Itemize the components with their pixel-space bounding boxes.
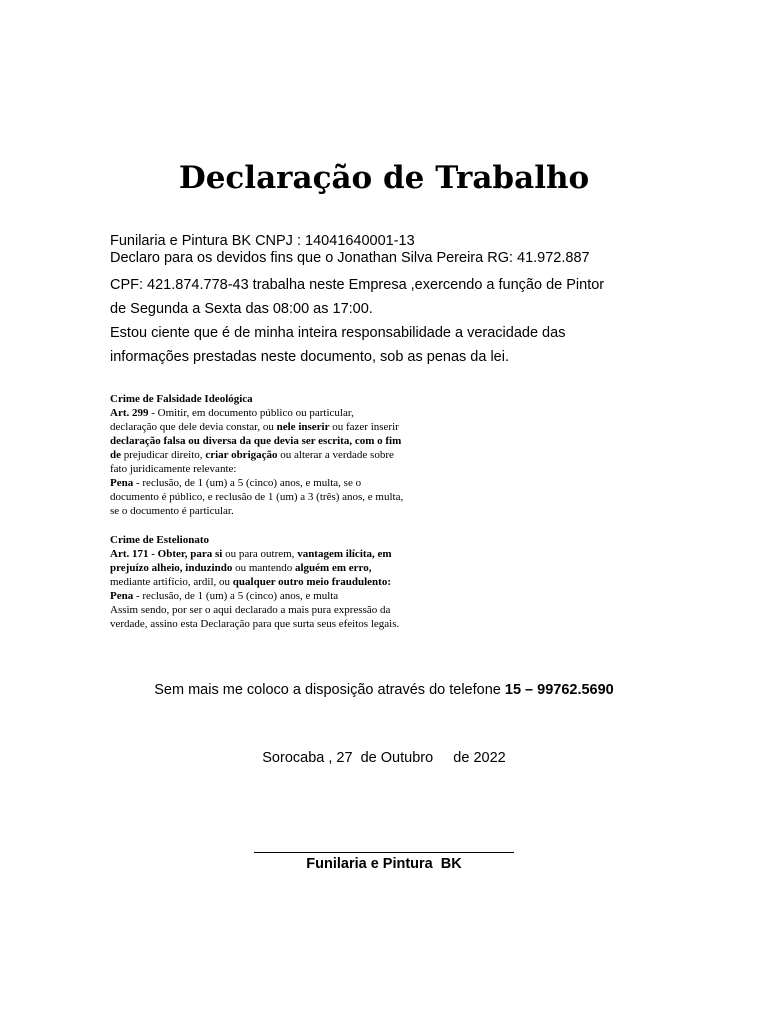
crime2-emphasis: prejuízo alheio, induzindo bbox=[110, 562, 233, 574]
crime2-text: Assim sendo, por ser o aqui declarado a mais pura expressão da bbox=[110, 604, 391, 616]
signature-line bbox=[254, 852, 514, 853]
falsidade-ideologica-section bbox=[110, 392, 460, 518]
crime2-text: ou para outrem, bbox=[222, 548, 298, 560]
crime1-text: documento é público, e reclusão de 1 (um) a 3 (três) anos, e multa, bbox=[110, 491, 404, 503]
crime1-text: declaração que dele devia constar, ou bbox=[110, 421, 277, 433]
crime2-text: verdade, assino esta Declaração para que surta seus efeitos legais. bbox=[110, 618, 400, 630]
art-171-label: Art. 171 - Obter, para si bbox=[110, 548, 223, 560]
crime2-text: ou mantendo bbox=[232, 562, 295, 574]
crime1-text: prejudicar direito, bbox=[121, 449, 206, 461]
pena-label: Pena bbox=[110, 477, 134, 489]
crime1-text: fato juridicamente relevante: bbox=[110, 463, 237, 475]
crime1-text: ou fazer inserir bbox=[329, 421, 399, 433]
pena-label: Pena bbox=[110, 590, 134, 602]
crime1-emphasis: nele inserir bbox=[276, 421, 330, 433]
crime2-emphasis: vantagem ilícita, em bbox=[297, 548, 392, 560]
company-line: Funilaria e Pintura BK CNPJ : 14041640001-13 bbox=[110, 233, 415, 249]
date-line: Sorocaba , 27 de Outubro de 2022 bbox=[262, 750, 506, 766]
crime1-emphasis: criar obrigação bbox=[205, 449, 278, 461]
crime2-text: mediante artifício, ardil, ou bbox=[110, 576, 233, 588]
crime1-text: se o documento é particular. bbox=[110, 505, 234, 517]
crime2-emphasis: alguém em erro, bbox=[295, 562, 372, 574]
signature-name: Funilaria e Pintura BK bbox=[306, 856, 462, 872]
schedule-line: de Segunda a Sexta das 08:00 as 17:00. bbox=[110, 301, 373, 317]
crime1-emphasis: declaração falsa ou diversa da que devia ser escrita, com o fim bbox=[110, 435, 402, 447]
crime2-text: - reclusão, de 1 (um) a 5 (cinco) anos, e multa bbox=[133, 590, 339, 602]
estelionato-section bbox=[110, 533, 460, 631]
art-299-label: Art. 299 bbox=[110, 407, 149, 419]
info-line: informações prestadas neste documento, sob as penas da lei. bbox=[110, 349, 509, 365]
crime2-heading: Crime de Estelionato bbox=[110, 534, 209, 546]
contact-text: Sem mais me coloco a disposição através do telefone bbox=[154, 682, 505, 698]
crime1-text: ou alterar a verdade sobre bbox=[277, 449, 394, 461]
crime1-emphasis: de bbox=[110, 449, 121, 461]
crime1-text: - Omitir, em documento público ou particular, bbox=[148, 407, 354, 419]
declaration-body bbox=[110, 233, 670, 369]
crime1-text: - reclusão, de 1 (um) a 5 (cinco) anos, e multa, se o bbox=[133, 477, 362, 489]
crime2-emphasis: qualquer outro meio fraudulento: bbox=[232, 576, 391, 588]
declaro-line: Declaro para os devidos fins que o Jonathan Silva Pereira RG: 41.972.887 bbox=[110, 250, 590, 266]
contact-line bbox=[0, 682, 768, 698]
phone-number: 15 – 99762.5690 bbox=[504, 682, 614, 698]
crime1-heading: Crime de Falsidade Ideológica bbox=[110, 393, 253, 405]
cpf-line: CPF: 421.874.778-43 trabalha neste Empresa ,exercendo a função de Pintor bbox=[110, 277, 605, 293]
document-title: Declaração de Trabalho bbox=[178, 160, 590, 196]
aware-line: Estou ciente que é de minha inteira responsabilidade a veracidade das bbox=[110, 325, 566, 341]
